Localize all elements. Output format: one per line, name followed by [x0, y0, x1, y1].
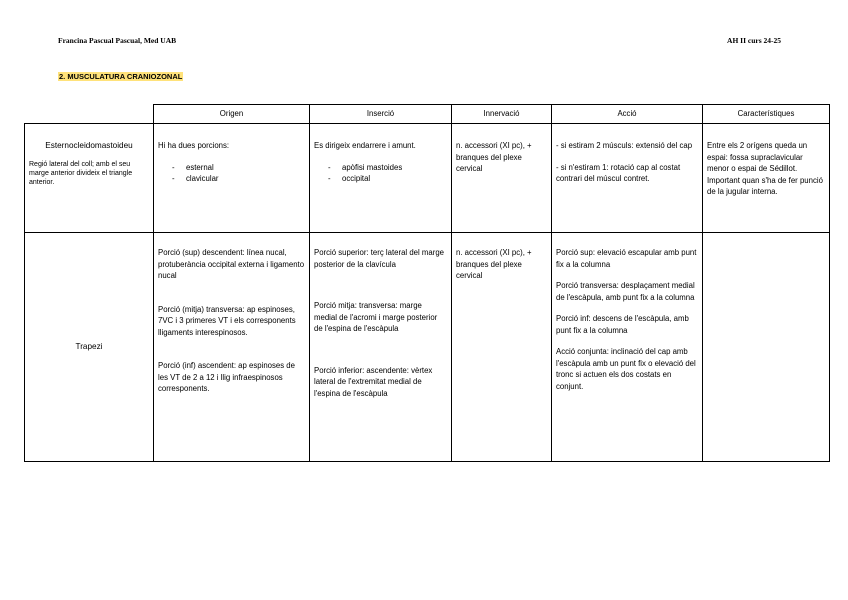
insercio-cell [310, 124, 452, 233]
innervacio-text: n. accessori (XI pc), + branques del plexe cervical [456, 248, 532, 280]
header-author: Francina Pascual Pascual, Med UAB [58, 36, 177, 45]
accio-text: Porció transversa: desplaçament medial de l'escàpula, amb punt fix a la columna [556, 281, 695, 302]
caracteristiques-cell [703, 124, 830, 233]
muscle-table [24, 104, 830, 462]
muscle-name-cell [25, 124, 154, 233]
table-row [25, 124, 830, 233]
insercio-text: Porció inferior: ascendente: vèrtex lateral de l'extremitat medial de l'espina de l'escàpula [314, 365, 433, 398]
origen-intro: Hi ha dues porcions: [158, 141, 230, 150]
list-item: - apòfisi mastoides [328, 162, 447, 174]
header-course: AH II curs 24-25 [727, 36, 781, 45]
origen-text: Porció (sup) descendent: línea nucal, protuberància occipital externa i ligamento nucal [158, 248, 305, 280]
list-item: - esternal [172, 162, 305, 174]
accio-text: - si estiram 2 músculs: extensió del cap [556, 141, 693, 150]
accio-text: Porció sup: elevació escapular amb punt fix a la columna [556, 248, 697, 269]
insercio-text: Porció superior: terç lateral del marge posterior de la clavícula [314, 248, 445, 269]
insercio-cell [310, 233, 452, 462]
caracteristiques-text: Entre els 2 orígens queda un espai: fossa supraclavicular menor o espai de Sédillot. Important quan s'ha de fer punció de la jugular interna. [707, 141, 823, 196]
origen-text: Porció (mitja) transversa: ap espinoses, 7VC i 3 primeres VT i els corresponents lligaments interespinosos. [158, 304, 296, 337]
accio-cell [552, 124, 703, 233]
accio-cell [552, 233, 703, 462]
column-header-accio: Acció [552, 105, 703, 124]
innervacio-cell [452, 233, 552, 462]
list-item: - clavicular [172, 173, 305, 185]
insercio-intro: Es dirigeix endarrere i amunt. [314, 141, 416, 150]
muscle-name: Esternocleidomastoideu [45, 141, 133, 150]
origen-list [172, 162, 305, 185]
list-item: - occipital [328, 173, 447, 185]
muscle-name: Trapezi [75, 342, 103, 352]
accio-text: Acció conjunta: inclinació del cap amb l'escàpula amb un punt fix o elevació del tronc si actuen els dos costats en conjunt. [556, 347, 696, 391]
origen-text: Porció (inf) ascendent: ap espinoses de les VT de 2 a 12 i llig infraespinosos corresponents. [158, 361, 295, 393]
origen-cell [154, 233, 310, 462]
origen-cell [154, 124, 310, 233]
innervacio-cell [452, 124, 552, 233]
column-header-insercio: Inserció [310, 105, 452, 124]
accio-text: Porció inf: descens de l'escàpula, amb punt fix a la columna [556, 314, 689, 335]
insercio-text: Porció mitja: transversa: marge medial de l'acromi i marge posterior de l'espina de l'escàpula [314, 301, 438, 333]
muscle-name-cell [25, 233, 154, 462]
table-row [25, 233, 830, 462]
table-corner [25, 105, 154, 124]
muscle-name-note: Regió lateral del coll; amb el seu marge anterior divideix el triangle anterior. [29, 160, 133, 186]
insercio-list [328, 162, 447, 185]
accio-text: - si n'estiram 1: rotació cap al costat contrari del múscul contret. [556, 162, 681, 183]
table-header-row [25, 105, 830, 124]
innervacio-text: n. accessori (XI pc), + branques del plexe cervical [456, 141, 532, 173]
caracteristiques-cell [703, 233, 830, 462]
column-header-origen: Origen [154, 105, 310, 124]
section-title: 2. MUSCULATURA CRANIOZONAL [59, 72, 183, 81]
column-header-caracteristiques: Característiques [703, 105, 830, 124]
column-header-innervacio: Innervació [452, 105, 552, 124]
